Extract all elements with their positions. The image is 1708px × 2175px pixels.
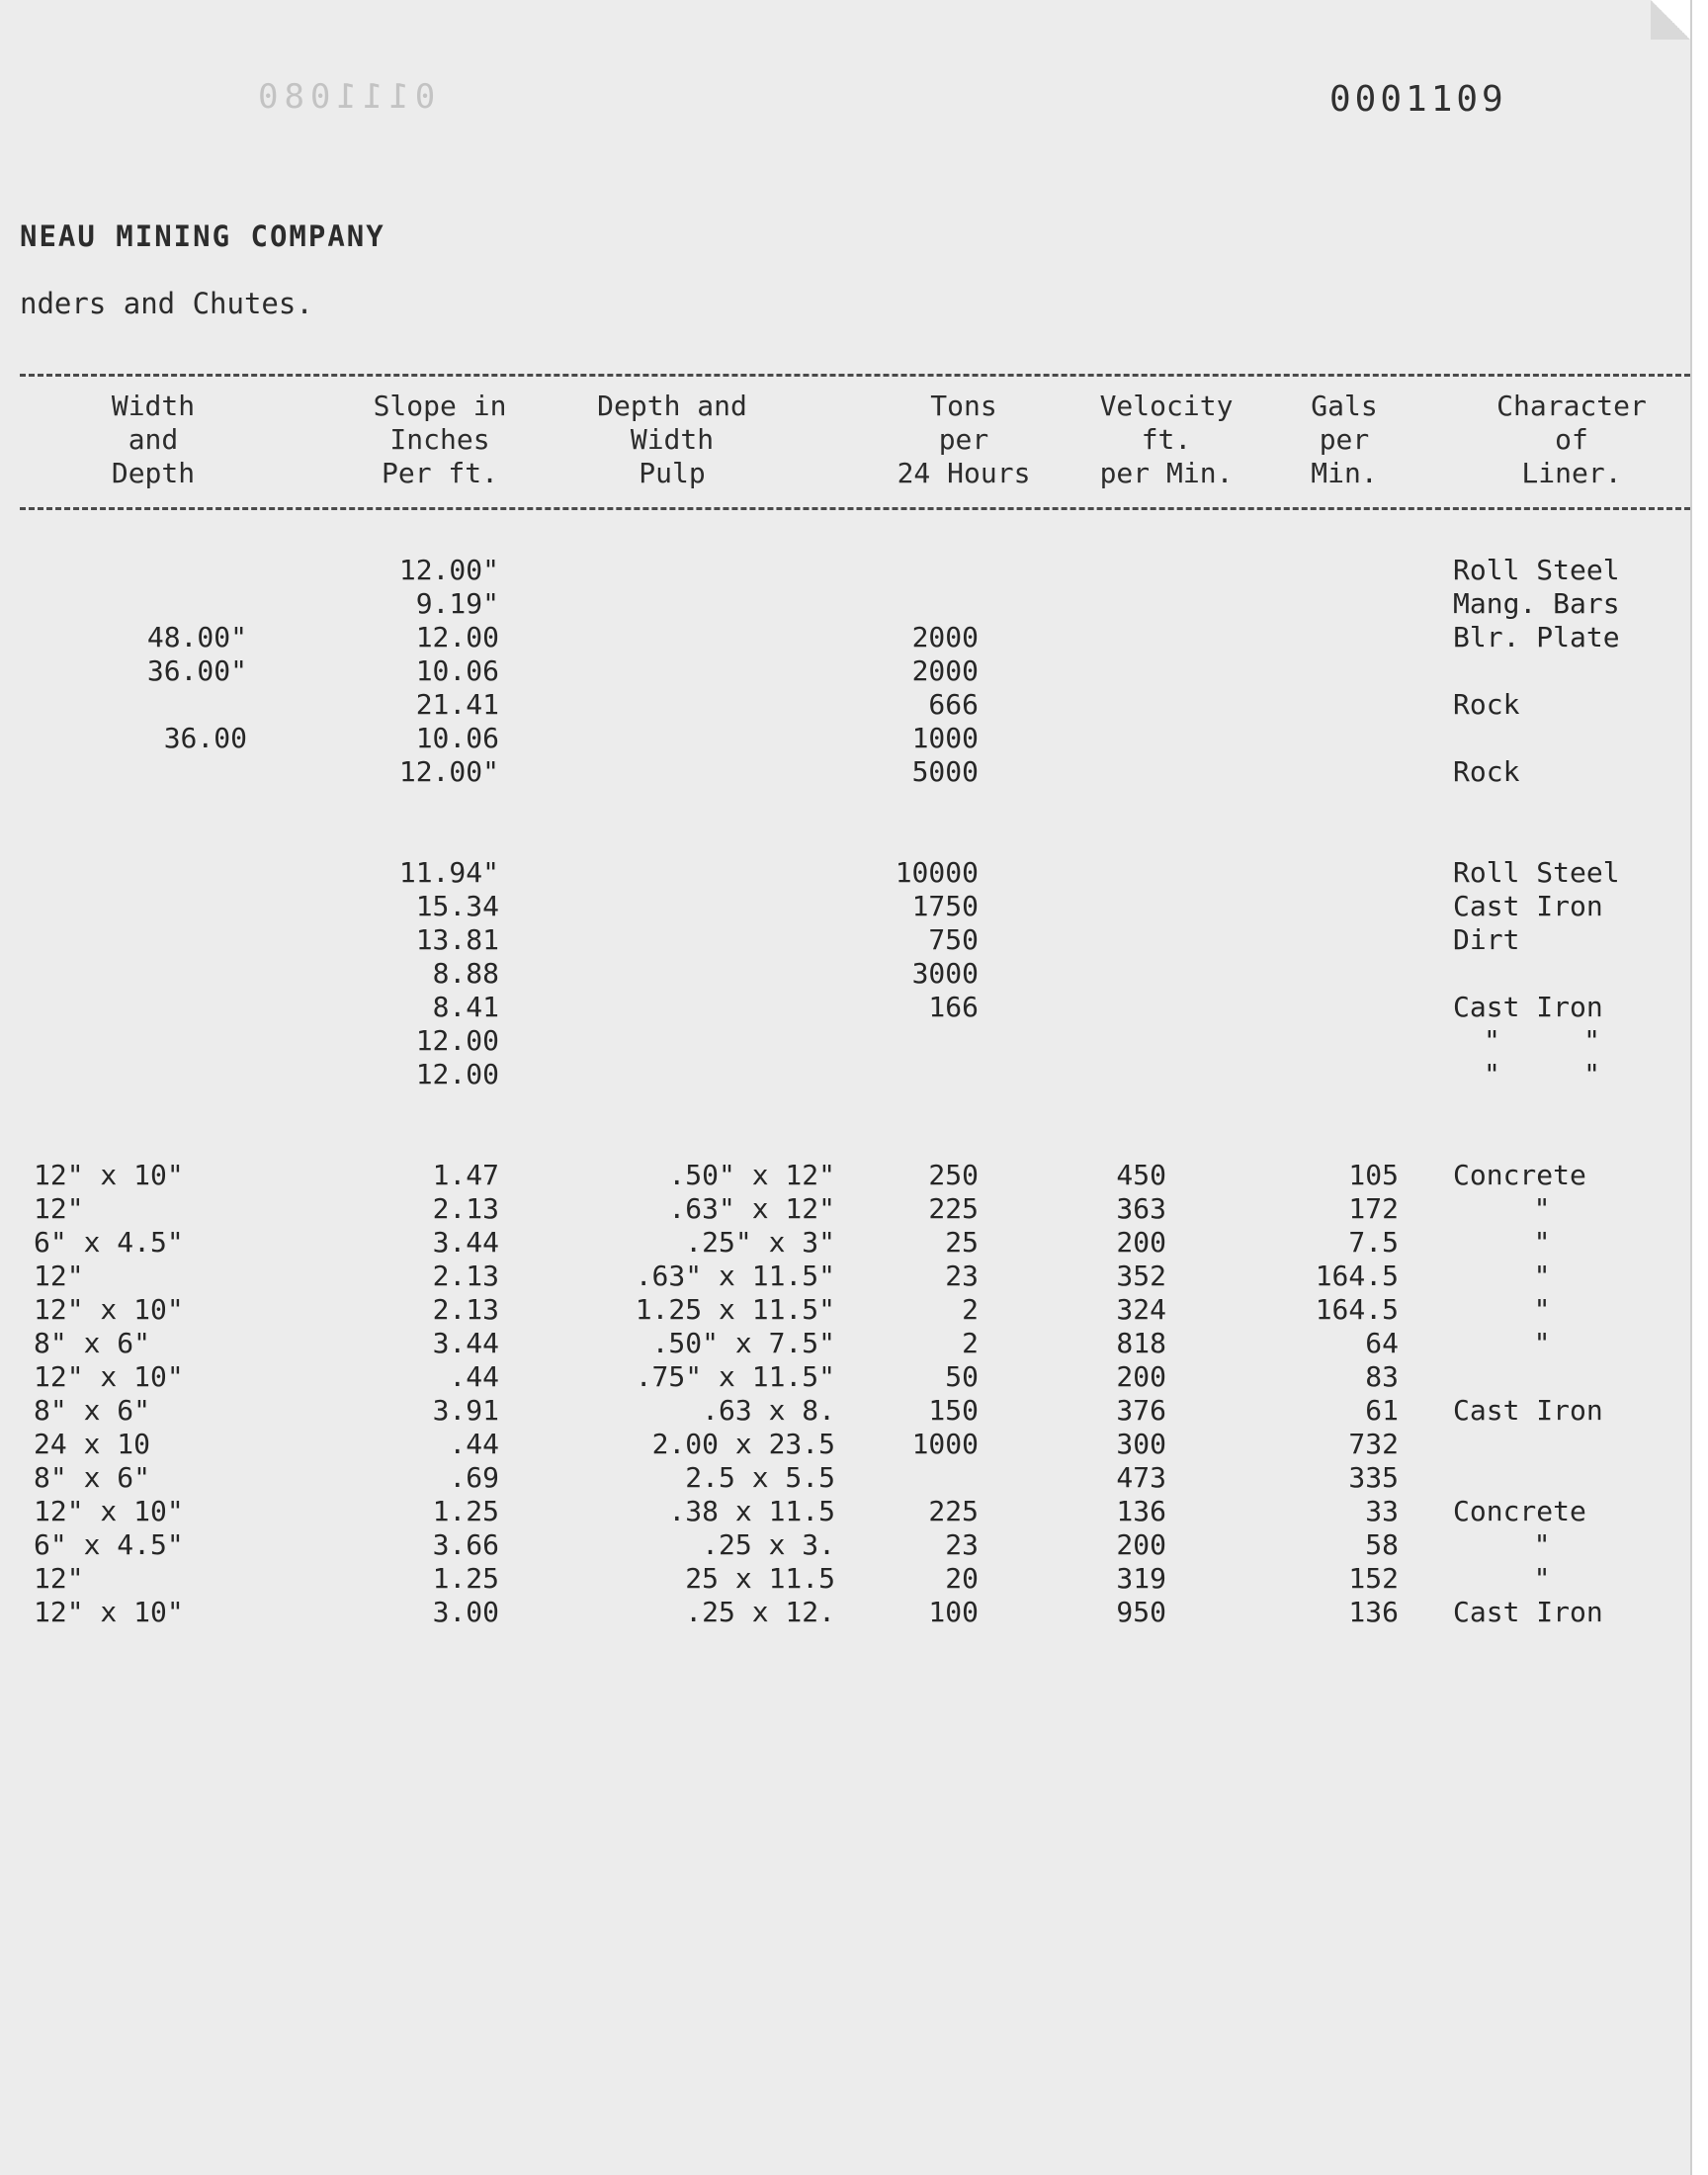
cell-tons: 100: [928, 1596, 979, 1628]
cell-slope: 1.25: [432, 1495, 499, 1527]
header-gals: Gals per Min.: [1311, 390, 1378, 489]
cell-slope: 2.13: [432, 1293, 499, 1326]
cell-slope: 12.00": [398, 554, 499, 586]
cell-width: 12" x 10": [34, 1495, 184, 1527]
cell-gals: 61: [1365, 1394, 1399, 1427]
cell-slope: 2.13: [432, 1260, 499, 1292]
cell-liner: " ": [1483, 1024, 1600, 1057]
cell-depth-width-pulp: .25 x 12.: [685, 1596, 835, 1628]
cell-liner: ": [1533, 1528, 1551, 1561]
cell-slope: 10.06: [415, 722, 499, 754]
cell-tons: 2000: [911, 654, 979, 687]
cell-slope: 1.25: [432, 1562, 499, 1595]
cell-width: 6" x 4.5": [34, 1528, 184, 1561]
cell-gals: 732: [1348, 1428, 1399, 1460]
cell-velocity: 376: [1116, 1394, 1166, 1427]
cell-tons: 2: [962, 1327, 979, 1359]
cell-depth-width-pulp: .63" x 11.5": [635, 1260, 835, 1292]
cell-liner: Roll Steel: [1453, 856, 1620, 889]
cell-liner: Cast Iron: [1453, 1596, 1603, 1628]
cell-slope: 15.34: [415, 890, 499, 922]
cell-depth-width-pulp: .75" x 11.5": [635, 1360, 835, 1393]
cell-width: 36.00": [146, 654, 247, 687]
cell-liner: ": [1533, 1260, 1551, 1292]
cell-width: 24 x 10: [34, 1428, 151, 1460]
cell-liner: ": [1533, 1293, 1551, 1326]
cell-liner: Blr. Plate: [1453, 621, 1620, 653]
cell-velocity: 200: [1116, 1360, 1166, 1393]
cell-depth-width-pulp: .38 x 11.5: [668, 1495, 835, 1527]
cell-slope: 12.00": [398, 755, 499, 788]
cell-tons: 150: [928, 1394, 979, 1427]
cell-width: 6" x 4.5": [34, 1226, 184, 1259]
cell-slope: .69: [449, 1461, 499, 1494]
cell-slope: 3.91: [432, 1394, 499, 1427]
company-title: NEAU MINING COMPANY: [20, 219, 385, 253]
cell-gals: 7.5: [1348, 1226, 1399, 1259]
cell-liner: ": [1533, 1192, 1551, 1225]
cell-tons: 666: [928, 688, 979, 721]
cell-slope: 2.13: [432, 1192, 499, 1225]
cell-tons: 23: [945, 1528, 979, 1561]
cell-width: 12": [34, 1260, 84, 1292]
document-subtitle: nders and Chutes.: [20, 287, 313, 320]
cell-slope: 12.00: [415, 1058, 499, 1090]
cell-gals: 58: [1365, 1528, 1399, 1561]
cell-width: 12" x 10": [34, 1159, 184, 1191]
cell-slope: 12.00: [415, 621, 499, 653]
cell-velocity: 300: [1116, 1428, 1166, 1460]
cell-velocity: 363: [1116, 1192, 1166, 1225]
cell-slope: .44: [449, 1360, 499, 1393]
cell-velocity: 324: [1116, 1293, 1166, 1326]
cell-velocity: 200: [1116, 1226, 1166, 1259]
cell-slope: 10.06: [415, 654, 499, 687]
cell-depth-width-pulp: .50" x 12": [668, 1159, 835, 1191]
cell-depth-width-pulp: 25 x 11.5: [685, 1562, 835, 1595]
cell-width: 36.00: [163, 722, 247, 754]
cell-tons: 225: [928, 1192, 979, 1225]
cell-depth-width-pulp: .63" x 12": [668, 1192, 835, 1225]
cell-width: 12" x 10": [34, 1596, 184, 1628]
cell-tons: 5000: [911, 755, 979, 788]
cell-liner: ": [1533, 1226, 1551, 1259]
page-corner: [1651, 0, 1690, 40]
cell-tons: 20: [945, 1562, 979, 1595]
header-bottom-rule: [20, 507, 1690, 510]
cell-gals: 33: [1365, 1495, 1399, 1527]
cell-tons: 23: [945, 1260, 979, 1292]
cell-width: 12" x 10": [34, 1293, 184, 1326]
cell-slope: 13.81: [415, 923, 499, 956]
cell-slope: 8.88: [432, 957, 499, 990]
cell-gals: 105: [1348, 1159, 1399, 1191]
cell-liner: Concrete: [1453, 1159, 1586, 1191]
cell-velocity: 450: [1116, 1159, 1166, 1191]
cell-gals: 335: [1348, 1461, 1399, 1494]
cell-tons: 1750: [911, 890, 979, 922]
cell-liner: Cast Iron: [1453, 1394, 1603, 1427]
header-tons: Tons per 24 Hours: [897, 390, 1031, 489]
cell-gals: 64: [1365, 1327, 1399, 1359]
cell-width: 8" x 6": [34, 1327, 151, 1359]
cell-velocity: 818: [1116, 1327, 1166, 1359]
cell-tons: 25: [945, 1226, 979, 1259]
cell-liner: Concrete: [1453, 1495, 1586, 1527]
cell-gals: 136: [1348, 1596, 1399, 1628]
stamp-number: 0001109: [1329, 79, 1507, 120]
cell-liner: ": [1533, 1562, 1551, 1595]
cell-velocity: 200: [1116, 1528, 1166, 1561]
cell-slope: 1.47: [432, 1159, 499, 1191]
cell-liner: ": [1533, 1327, 1551, 1359]
cell-depth-width-pulp: 2.5 x 5.5: [685, 1461, 835, 1494]
cell-tons: 1000: [911, 722, 979, 754]
cell-velocity: 950: [1116, 1596, 1166, 1628]
cell-velocity: 136: [1116, 1495, 1166, 1527]
header-top-rule: [20, 374, 1690, 377]
cell-slope: 3.00: [432, 1596, 499, 1628]
cell-liner: Mang. Bars: [1453, 587, 1620, 620]
cell-width: 8" x 6": [34, 1461, 151, 1494]
cell-width: 8" x 6": [34, 1394, 151, 1427]
cell-liner: Cast Iron: [1453, 991, 1603, 1023]
cell-gals: 83: [1365, 1360, 1399, 1393]
header-slope: Slope in Inches Per ft.: [373, 390, 507, 489]
cell-velocity: 473: [1116, 1461, 1166, 1494]
cell-slope: 3.66: [432, 1528, 499, 1561]
cell-width: 12": [34, 1192, 84, 1225]
cell-slope: 12.00: [415, 1024, 499, 1057]
cell-liner: Rock: [1453, 755, 1520, 788]
cell-slope: 3.44: [432, 1226, 499, 1259]
cell-tons: 3000: [911, 957, 979, 990]
faded-stamp-number: 0111080: [252, 77, 436, 117]
header-width-depth: Width and Depth: [111, 390, 196, 489]
cell-liner: Dirt: [1453, 923, 1520, 956]
header-liner: Character of Liner.: [1496, 390, 1647, 489]
cell-gals: 164.5: [1315, 1260, 1399, 1292]
header-velocity: Velocity ft. per Min.: [1099, 390, 1234, 489]
cell-tons: 225: [928, 1495, 979, 1527]
cell-liner: Cast Iron: [1453, 890, 1603, 922]
cell-slope: 11.94": [398, 856, 499, 889]
cell-slope: 9.19": [415, 587, 499, 620]
cell-depth-width-pulp: .63 x 8.: [702, 1394, 835, 1427]
cell-tons: 2: [962, 1293, 979, 1326]
cell-tons: 166: [928, 991, 979, 1023]
cell-tons: 1000: [911, 1428, 979, 1460]
cell-slope: 21.41: [415, 688, 499, 721]
cell-depth-width-pulp: 2.00 x 23.5: [651, 1428, 835, 1460]
cell-liner: Rock: [1453, 688, 1520, 721]
cell-depth-width-pulp: 1.25 x 11.5": [635, 1293, 835, 1326]
cell-gals: 152: [1348, 1562, 1399, 1595]
cell-depth-width-pulp: .25 x 3.: [702, 1528, 835, 1561]
cell-width: 12": [34, 1562, 84, 1595]
cell-tons: 10000: [895, 856, 979, 889]
cell-velocity: 319: [1116, 1562, 1166, 1595]
cell-liner: Roll Steel: [1453, 554, 1620, 586]
cell-slope: .44: [449, 1428, 499, 1460]
cell-depth-width-pulp: .50" x 7.5": [651, 1327, 835, 1359]
cell-liner: " ": [1483, 1058, 1600, 1090]
header-depth-width-pulp: Depth and Width Pulp: [597, 390, 747, 489]
cell-tons: 250: [928, 1159, 979, 1191]
cell-velocity: 352: [1116, 1260, 1166, 1292]
cell-depth-width-pulp: .25" x 3": [685, 1226, 835, 1259]
cell-gals: 172: [1348, 1192, 1399, 1225]
cell-tons: 2000: [911, 621, 979, 653]
cell-gals: 164.5: [1315, 1293, 1399, 1326]
cell-slope: 8.41: [432, 991, 499, 1023]
cell-width: 12" x 10": [34, 1360, 184, 1393]
cell-slope: 3.44: [432, 1327, 499, 1359]
cell-tons: 750: [928, 923, 979, 956]
cell-tons: 50: [945, 1360, 979, 1393]
cell-width: 48.00": [146, 621, 247, 653]
